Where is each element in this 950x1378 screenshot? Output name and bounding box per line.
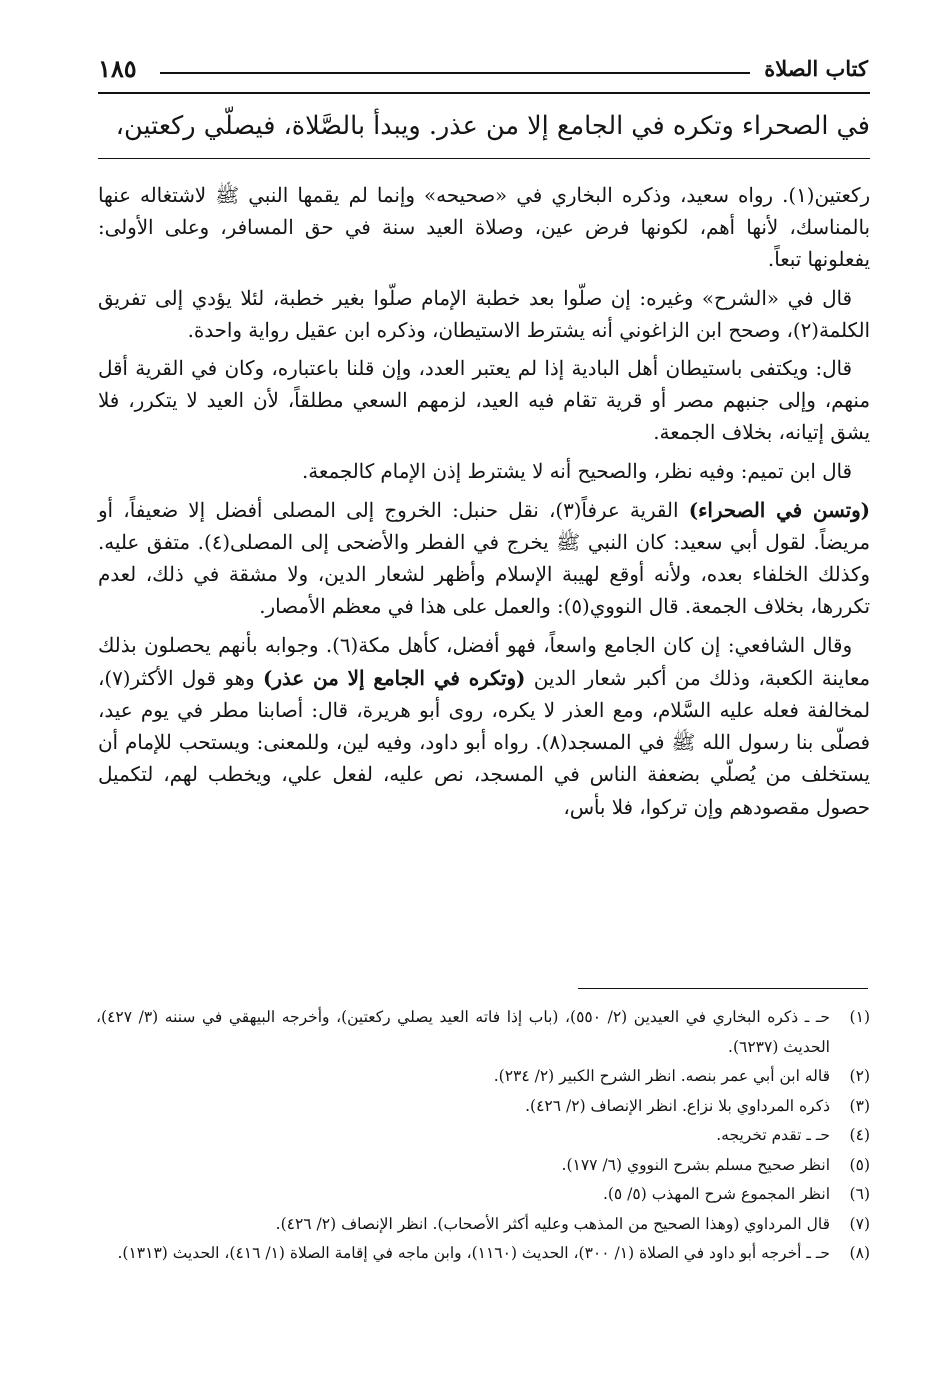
footnote-divider — [578, 988, 868, 989]
footnote-number: (١) — [849, 1008, 870, 1026]
footnote-text: حـ ـ تقدم تخريجه. — [716, 1126, 830, 1144]
chapter-title: كتاب الصلاة — [764, 56, 868, 81]
footnote — [96, 1092, 870, 1122]
paragraph: قال ابن تميم: وفيه نظر، والصحيح أنه لا يشترط إذن الإمام كالجمعة. — [302, 459, 852, 483]
footnote-text: حـ ـ أخرجه أبو داود في الصلاة (١/ ٣٠٠)، الحديث (١١٦٠)، وابن ماجه في إقامة الصلاة (١/ ٤١٦)، الحديث (١٣١٣). — [117, 1244, 830, 1262]
footnote — [96, 1003, 870, 1062]
matn-text: في الصحراء وتكره في الجامع إلا من عذر. ويبدأ بالصَّلاة، فيصلّي ركعتين، — [115, 111, 870, 141]
footnote-number: (٨) — [849, 1244, 870, 1262]
commentary-body — [98, 180, 870, 830]
matn-quote: (وتسن في الصحراء) — [688, 497, 871, 522]
footnote — [96, 1121, 870, 1151]
footnote — [96, 1062, 870, 1092]
footnote-number: (٤) — [849, 1126, 870, 1144]
footnote-text: انظر المجموع شرح المهذب (٥/ ٥). — [602, 1185, 830, 1203]
footnote — [96, 1239, 870, 1269]
footnote-text: ذكره المرداوي بلا نزاع. انظر الإنصاف (٢/ ٤٢٦). — [525, 1096, 830, 1115]
footnote-text: قال المرداوي (وهذا الصحيح من المذهب وعليه أكثر الأصحاب). انظر الإنصاف (٢/ ٤٢٦). — [275, 1214, 830, 1233]
page-number: ١٨٥ — [98, 54, 137, 83]
footnote-number: (٥) — [849, 1155, 870, 1174]
footnote — [96, 1180, 870, 1210]
paragraph: قال: ويكتفى باستيطان أهل البادية إذا لم يعتبر العدد، وإن قلنا باعتباره، وكان في القرية أقل منهم، وإلى جنبهم مصر أو قرية تقام فيه العيد، لزمهم السعي مطلقاً، لأن العيد لا يتكرر، فلا يشق إتيانه، بخلاف الجمعة. — [98, 357, 870, 445]
matn-quote: (وتكره في الجامع إلا من عذر) — [262, 665, 526, 690]
footnote-number: (٦) — [849, 1185, 870, 1203]
paragraph: (وتسن في الصحراء) القرية عرفاً(٣)، نقل حنبل: الخروج إلى المصلى أفضل إلا ضعيفاً، أو مريضاً. لقول أبي سعيد: كان النبي ﷺ يخرج في الفطر والأضحى إلى المصلى(٤). متفق عليه. وكذلك الخلفاء بعده، ولأنه أوقع لهيبة الإسلام وأظهر لشعار الدين، ولا مشقة في ذلك، لعدم تكررها، بخلاف الجمعة. قال النووي(٥): والعمل على هذا في معظم الأمصار. — [98, 497, 871, 619]
paragraph: قال في «الشرح» وغيره: إن صلّوا بعد خطبة الإمام صلّوا بغير خطبة، لئلا يؤدي إلى تفريق الكلمة(٢)، وصحح ابن الزاغوني أنه يشترط الاستيطان، وذكره ابن عقيل رواية واحدة. — [98, 286, 870, 342]
header-underline — [98, 92, 870, 94]
footnote — [96, 1210, 870, 1240]
matn-divider — [98, 158, 870, 159]
paragraph: ركعتين(١). رواه سعيد، وذكره البخاري في «صحيحه» وإنما لم يقمها النبي ﷺ لاشتغاله عنها بالمناسك، لأنها أهم، لكونها فرض عين، وصلاة العيد سنة في حق المسافر، وعلى الأولى: يفعلونها تبعاً. — [98, 184, 870, 272]
footnote-text: انظر صحيح مسلم بشرح النووي (٦/ ١٧٧). — [561, 1155, 830, 1174]
header-rule — [160, 72, 750, 74]
footnote-text: قاله ابن أبي عمر بنصه. انظر الشرح الكبير (٢/ ٢٣٤). — [493, 1067, 830, 1085]
page-header — [98, 54, 868, 84]
footnote-number: (٣) — [849, 1096, 870, 1115]
footnote-text: حـ ـ ذكره البخاري في العيدين (٢/ ٥٥٠)، (باب إذا فاته العيد يصلي ركعتين)، وأخرجه البيهقي في سننه (٣/ ٤٢٧)، الحديث (٦٢٣٧). — [96, 1008, 830, 1056]
paragraph: وقال الشافعي: إن كان الجامع واسعاً، فهو أفضل، كأهل مكة(٦). وجوابه بأنهم يحصلون بذلك معاينة الكعبة، وذلك من أكبر شعار الدين (وتكره في الجامع إلا من عذر) وهو قول الأكثر(٧)، لمخالفة فعله عليه السَّلام، ومع العذر لا يكره، روى أبو هريرة، قال: أصابنا مطر في يوم عيد، فصلّى بنا رسول الله ﷺ في المسجد(٨). رواه أبو داود، وفيه لين، وللمعنى: ويستحب للإمام أن يستخلف من يُصلّي بضعفة الناس في المسجد، نص عليه، لفعل علي، ويخطب لهم، لتكميل حصول مقصودهم وإن تركوا، فلا بأس، — [98, 633, 870, 819]
footnotes — [96, 1003, 870, 1269]
footnote — [96, 1151, 870, 1181]
footnote-number: (٧) — [849, 1214, 870, 1233]
footnote-number: (٢) — [849, 1067, 870, 1085]
